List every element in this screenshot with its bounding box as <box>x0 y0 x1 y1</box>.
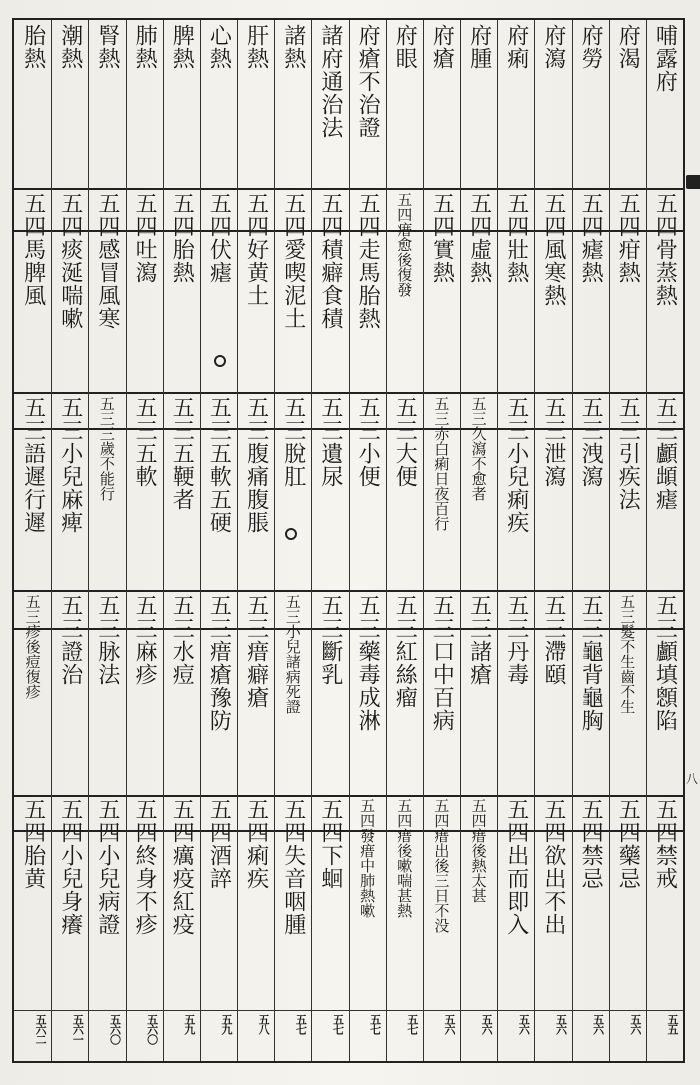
index-entry: 五三大便 <box>392 396 418 488</box>
index-entry: 五三腹痛腹脹 <box>243 396 269 534</box>
index-entry: 五四胎熱 <box>169 192 195 284</box>
index-entry: 肝熱 <box>243 24 269 70</box>
index-entry: 五四瘧熱 <box>578 192 604 284</box>
page-number: 五七 <box>331 1014 345 1034</box>
index-entry: 五三顱填顖陷 <box>652 594 678 732</box>
column-divider <box>200 20 201 1061</box>
page-number: 五六〇 <box>108 1014 122 1044</box>
index-entry: 五四酒誶 <box>206 798 232 890</box>
circle-mark <box>214 355 226 367</box>
column-divider <box>126 20 127 1061</box>
page-number: 五六 <box>517 1014 531 1034</box>
index-entry: 五三顱䪼瘧 <box>652 396 678 511</box>
index-entry: 五三疹後痘復疹 <box>23 594 42 699</box>
index-entry: 五四瘄後嗽喘甚熱 <box>395 798 414 918</box>
index-entry: 五三泄瀉 <box>540 396 566 488</box>
index-entry: 五三龜背龜胸 <box>578 594 604 732</box>
page-number: 五六 <box>480 1014 494 1034</box>
page-number: 五七 <box>368 1014 382 1034</box>
index-entry: 府瀉 <box>540 24 566 70</box>
index-entry: 府瘡 <box>429 24 455 70</box>
index-entry: 五三三歲不能行 <box>97 396 116 501</box>
index-entry: 心熱 <box>206 24 232 70</box>
index-entry: 五三口中百病 <box>429 594 455 732</box>
index-entry: 五四下蛔 <box>317 798 343 890</box>
column-divider <box>88 20 89 1061</box>
column-divider <box>572 20 573 1061</box>
page-number: 五六 <box>554 1014 568 1034</box>
index-entry: 五三藥毒成淋 <box>355 594 381 732</box>
index-entry: 五四痢疾 <box>243 798 269 890</box>
index-entry: 五三證治 <box>57 594 83 686</box>
index-entry: 五四吐瀉 <box>132 192 158 284</box>
index-entry: 五四疳熱 <box>615 192 641 284</box>
index-entry: 五四好黄土 <box>243 192 269 307</box>
column-divider <box>163 20 164 1061</box>
index-entry: 五三五軟五硬 <box>206 396 232 534</box>
page-number: 五九 <box>219 1014 233 1034</box>
index-entry: 哺露府 <box>652 24 678 93</box>
index-entry: 五三遺尿 <box>317 396 343 488</box>
index-entry: 五三諸瘡 <box>466 594 492 686</box>
page-number: 五六 <box>442 1014 456 1034</box>
index-entry: 五四壯熱 <box>503 192 529 284</box>
index-entry: 五三小兒痢疾 <box>503 396 529 534</box>
index-entry: 五四積癖食積 <box>317 192 343 330</box>
index-entry: 府瘡不治證 <box>355 24 381 139</box>
index-entry: 五三水痘 <box>169 594 195 686</box>
index-entry: 肺熱 <box>132 24 158 70</box>
index-entry: 五三語遲行遲 <box>20 396 46 534</box>
index-entry: 五三引疾法 <box>615 396 641 511</box>
page-number: 五七 <box>405 1014 419 1034</box>
index-entry: 五四小兒病證 <box>94 798 120 936</box>
index-entry: 五四風寒熱 <box>540 192 566 307</box>
index-entry: 五四痰涎喘嗽 <box>57 192 83 330</box>
index-entry: 五三小便 <box>355 396 381 488</box>
page-number: 五六一 <box>71 1014 85 1044</box>
column-divider <box>646 20 647 1061</box>
index-entry: 五三洩瀉 <box>578 396 604 488</box>
index-entry: 府眼 <box>392 24 418 70</box>
page-number: 五六〇 <box>145 1014 159 1044</box>
index-entry: 五三斷乳 <box>317 594 343 686</box>
index-table <box>12 18 685 1063</box>
page-number: 五八 <box>257 1014 271 1034</box>
index-entry: 府勞 <box>578 24 604 70</box>
index-entry: 五四馬脾風 <box>20 192 46 307</box>
index-entry: 五四伏瘧 <box>206 192 232 284</box>
page-number: 五六 <box>591 1014 605 1034</box>
index-entry: 五三五鞕者 <box>169 396 195 511</box>
index-entry: 五四小兒身癢 <box>57 798 83 936</box>
index-entry: 府腫 <box>466 24 492 70</box>
index-entry: 五三髮不生齒不生 <box>618 594 637 714</box>
index-entry: 五四感冒風寒 <box>94 192 120 330</box>
circle-mark <box>285 528 297 540</box>
index-entry: 五四禁忌 <box>578 798 604 890</box>
index-entry: 五三丹毒 <box>503 594 529 686</box>
index-entry: 五四失音咽腫 <box>280 798 306 936</box>
column-divider <box>274 20 275 1061</box>
column-divider <box>497 20 498 1061</box>
index-entry: 五四胎黄 <box>20 798 46 890</box>
index-entry: 五四實熱 <box>429 192 455 284</box>
index-entry: 五四終身不疹 <box>132 798 158 936</box>
index-entry: 五四藥忌 <box>615 798 641 890</box>
index-entry: 五四瘄出後三日不没 <box>432 798 451 933</box>
index-entry: 府痢 <box>503 24 529 70</box>
column-divider <box>311 20 312 1061</box>
column-divider <box>51 20 52 1061</box>
index-entry: 五四禁戒 <box>652 798 678 890</box>
column-divider <box>237 20 238 1061</box>
index-entry: 五四走馬胎熱 <box>355 192 381 330</box>
index-entry: 五四虛熱 <box>466 192 492 284</box>
index-entry: 諸府通治法 <box>317 24 343 139</box>
page-number: 五九 <box>182 1014 196 1034</box>
column-divider <box>460 20 461 1061</box>
column-divider <box>609 20 610 1061</box>
index-entry: 五三脫肛 <box>280 396 306 488</box>
marginal-mark: 八 <box>685 772 698 786</box>
index-entry: 府渴 <box>615 24 641 70</box>
page-number: 五五 <box>665 1014 679 1034</box>
column-divider <box>534 20 535 1061</box>
column-divider <box>423 20 424 1061</box>
page-number: 五六二 <box>34 1014 48 1044</box>
page-number: 五六 <box>628 1014 642 1034</box>
index-entry: 五四骨蒸熱 <box>652 192 678 307</box>
index-entry: 五三赤白痢日夜百行 <box>432 396 451 531</box>
index-entry: 潮熱 <box>57 24 83 70</box>
index-entry: 五三久瀉不愈者 <box>469 396 488 501</box>
page-tab-mark <box>686 175 700 189</box>
index-entry: 五三瘄瘡豫防 <box>206 594 232 732</box>
index-entry: 五三小兒麻痺 <box>57 396 83 534</box>
index-entry: 五四愛喫泥土 <box>280 192 306 330</box>
index-entry: 五四瘄後熱太甚 <box>469 798 488 903</box>
index-entry: 腎熱 <box>94 24 120 70</box>
index-entry: 五三瘄癖瘡 <box>243 594 269 709</box>
index-entry: 五三滯頤 <box>540 594 566 686</box>
index-entry: 五四瘄愈後復發 <box>395 192 414 297</box>
index-entry: 五四欲出不出 <box>540 798 566 936</box>
index-entry: 五三小兒諸病死證 <box>283 594 302 714</box>
index-entry: 五三紅絲瘤 <box>392 594 418 709</box>
page-number: 五七 <box>294 1014 308 1034</box>
index-entry: 脾熱 <box>169 24 195 70</box>
index-entry: 五三脉法 <box>94 594 120 686</box>
column-divider <box>349 20 350 1061</box>
index-entry: 五四發瘄中肺熱嗽 <box>358 798 377 918</box>
index-entry: 五四癘疫紅疫 <box>169 798 195 936</box>
index-entry: 五三麻疹 <box>132 594 158 686</box>
index-entry: 五三五軟 <box>132 396 158 488</box>
index-entry: 五四出而即入 <box>503 798 529 936</box>
index-entry: 胎熱 <box>20 24 46 70</box>
index-entry: 諸熱 <box>280 24 306 70</box>
column-divider <box>386 20 387 1061</box>
